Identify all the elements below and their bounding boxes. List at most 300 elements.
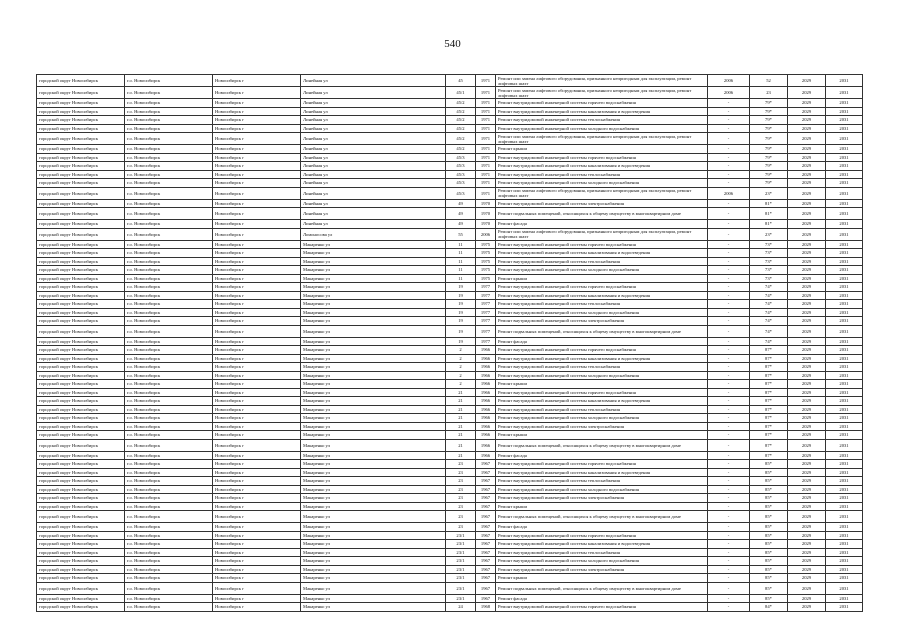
table-cell-house: 21 [446,422,476,431]
table-cell-street: Макаренко ул [301,511,446,523]
table-cell-y: 73* [750,266,788,275]
table-cell-settlement: г.о. Новосибирск [125,460,213,469]
table-cell-street: Линейная ул [301,179,446,188]
table-row [37,485,863,494]
table-cell-city: Новосибирск г [213,574,301,583]
table-cell-year: 1977 [476,325,496,337]
table-row [37,582,863,594]
table-cell-x: - [708,422,750,431]
table-cell-y: 85* [750,460,788,469]
table-cell-x: 2006 [708,187,750,199]
table-cell-settlement: г.о. Новосибирск [125,371,213,380]
table-cell-z: 2029 [788,187,826,199]
table-cell-x: - [708,199,750,208]
table-cell-z: 2029 [788,397,826,406]
table-cell-y: 74* [750,300,788,309]
table-cell-x: - [708,548,750,557]
table-cell-x: - [708,354,750,363]
table-cell-z: 2029 [788,274,826,283]
table-cell-year: 1977 [476,317,496,326]
table-cell-city: Новосибирск г [213,228,301,240]
table-cell-z: 2029 [788,325,826,337]
table-cell-settlement: г.о. Новосибирск [125,249,213,258]
table-cell-w: 2031 [826,594,863,603]
table-cell-district: городской округ Новосибирск [37,451,125,460]
table-cell-work: Ремонт внутридомовой инженерной системы горячего водоснабжения [496,346,708,355]
table-cell-y: 79* [750,179,788,188]
table-cell-city: Новосибирск г [213,431,301,440]
table-cell-work: Ремонт внутридомовой инженерной системы теплоснабжения [496,170,708,179]
table-cell-city: Новосибирск г [213,187,301,199]
table-cell-district: городской округ Новосибирск [37,75,125,87]
table-cell-city: Новосибирск г [213,439,301,451]
table-cell-district: городской округ Новосибирск [37,257,125,266]
table-cell-district: городской округ Новосибирск [37,346,125,355]
table-cell-w: 2031 [826,511,863,523]
table-cell-z: 2029 [788,548,826,557]
table-cell-work: Ремонт внутридомовой инженерной системы электроснабжения [496,494,708,503]
table-cell-district: городской округ Новосибирск [37,405,125,414]
table-cell-work: Ремонт внутридомовой инженерной системы теплоснабжения [496,405,708,414]
table-cell-house: 23 [446,485,476,494]
table-cell-house: 11 [446,274,476,283]
table-cell-work: Ремонт внутридомовой инженерной системы холодного водоснабжения [496,266,708,275]
table-cell-street: Макаренко ул [301,371,446,380]
table-cell-house: 23 [446,494,476,503]
table-cell-year: 1971 [476,145,496,154]
table-cell-year: 1971 [476,107,496,116]
table-cell-y: 87* [750,363,788,372]
table-cell-work: Ремонт подвальных помещений, относящихся к общему имуществу в многоквартирном доме [496,582,708,594]
table-cell-work: Ремонт внутридомовой инженерной системы теплоснабжения [496,116,708,125]
table-cell-x: - [708,388,750,397]
table-cell-w: 2031 [826,523,863,532]
table-cell-settlement: г.о. Новосибирск [125,153,213,162]
table-cell-district: городской округ Новосибирск [37,371,125,380]
table-cell-settlement: г.о. Новосибирск [125,337,213,346]
table-cell-z: 2029 [788,557,826,566]
table-cell-year: 1971 [476,133,496,145]
table-cell-x: - [708,337,750,346]
table-cell-street: Линейная ул [301,99,446,108]
table-cell-z: 2029 [788,468,826,477]
table-cell-house: 23 [446,477,476,486]
table-cell-district: городской округ Новосибирск [37,220,125,229]
table-cell-district: городской округ Новосибирск [37,485,125,494]
table-cell-x: - [708,346,750,355]
table-cell-y: 23* [750,228,788,240]
table-cell-year: 1975 [476,249,496,258]
page-number: 540 [444,38,461,50]
table-cell-street: Макаренко ул [301,337,446,346]
table-cell-z: 2029 [788,431,826,440]
table-row [37,107,863,116]
table-cell-district: городской округ Новосибирск [37,99,125,108]
table-cell-year: 1966 [476,346,496,355]
table-row [37,468,863,477]
table-cell-settlement: г.о. Новосибирск [125,220,213,229]
table-cell-w: 2031 [826,291,863,300]
table-cell-work: Ремонт подвальных помещений, относящихся к общему имуществу в многоквартирном доме [496,208,708,220]
table-cell-settlement: г.о. Новосибирск [125,582,213,594]
table-cell-district: городской округ Новосибирск [37,274,125,283]
table-cell-city: Новосибирск г [213,99,301,108]
table-cell-y: 73* [750,249,788,258]
table-cell-work: Ремонт внутридомовой инженерной системы канализования и водоотведения [496,162,708,171]
table-cell-district: городской округ Новосибирск [37,291,125,300]
table-cell-house: 23 [446,460,476,469]
table-cell-w: 2031 [826,228,863,240]
table-cell-city: Новосибирск г [213,240,301,249]
table-cell-year: 1971 [476,153,496,162]
table-cell-y: 87* [750,414,788,423]
table-cell-w: 2031 [826,283,863,292]
table-cell-district: городской округ Новосибирск [37,199,125,208]
table-cell-z: 2029 [788,249,826,258]
table-cell-house: 19 [446,283,476,292]
table-cell-w: 2031 [826,187,863,199]
table-row [37,557,863,566]
table-cell-city: Новосибирск г [213,162,301,171]
table-cell-x: - [708,266,750,275]
table-cell-city: Новосибирск г [213,107,301,116]
table-cell-city: Новосибирск г [213,300,301,309]
table-cell-x: - [708,439,750,451]
table-row [37,199,863,208]
table-cell-district: городской округ Новосибирск [37,249,125,258]
table-cell-street: Макаренко ул [301,540,446,549]
table-cell-house: 21 [446,451,476,460]
table-cell-settlement: г.о. Новосибирск [125,548,213,557]
table-cell-year: 1967 [476,594,496,603]
table-cell-house: 19 [446,291,476,300]
table-cell-district: городской округ Новосибирск [37,107,125,116]
table-row [37,565,863,574]
table-cell-city: Новосибирск г [213,170,301,179]
table-row [37,99,863,108]
table-cell-y: 79* [750,133,788,145]
table-cell-x: - [708,283,750,292]
table-cell-w: 2031 [826,354,863,363]
table-cell-y: 87* [750,405,788,414]
table-row [37,325,863,337]
table-row [37,170,863,179]
table-cell-street: Макаренко ул [301,308,446,317]
table-cell-district: городской округ Новосибирск [37,460,125,469]
table-cell-street: Макаренко ул [301,257,446,266]
table-cell-settlement: г.о. Новосибирск [125,283,213,292]
table-cell-w: 2031 [826,431,863,440]
table-cell-x: - [708,257,750,266]
table-cell-w: 2031 [826,162,863,171]
table-cell-settlement: г.о. Новосибирск [125,274,213,283]
table-row [37,179,863,188]
table-cell-city: Новосибирск г [213,87,301,99]
table-row [37,363,863,372]
table-cell-city: Новосибирск г [213,325,301,337]
table-cell-house: 45/3 [446,162,476,171]
table-cell-z: 2029 [788,153,826,162]
table-cell-year: 1971 [476,99,496,108]
table-cell-district: городской округ Новосибирск [37,363,125,372]
table-cell-z: 2029 [788,502,826,511]
table-cell-w: 2031 [826,300,863,309]
table-cell-x: - [708,170,750,179]
table-cell-work: Ремонт или замена лифтового оборудования, признанного непригодным для эксплуатации, ремонт лифтовых шахт [496,87,708,99]
table-cell-work: Ремонт внутридомовой инженерной системы теплоснабжения [496,257,708,266]
table-row [37,162,863,171]
table-cell-street: Макаренко ул [301,380,446,389]
table-cell-y: 85* [750,531,788,540]
table-cell-x: - [708,145,750,154]
table-row [37,208,863,220]
table-cell-work: Ремонт внутридомовой инженерной системы теплоснабжения [496,548,708,557]
table-cell-work: Ремонт внутридомовой инженерной системы холодного водоснабжения [496,124,708,133]
table-cell-work: Ремонт или замена лифтового оборудования, признанного непригодным для эксплуатации, ремонт лифтовых шахт [496,187,708,199]
table-cell-work: Ремонт внутридомовой инженерной системы канализования и водоотведения [496,107,708,116]
table-cell-w: 2031 [826,548,863,557]
table-cell-city: Новосибирск г [213,414,301,423]
table-cell-year: 1968 [476,603,496,612]
table-cell-house: 49 [446,220,476,229]
table-cell-z: 2029 [788,162,826,171]
table-cell-w: 2031 [826,531,863,540]
table-cell-work: Ремонт внутридомовой инженерной системы холодного водоснабжения [496,308,708,317]
table-cell-w: 2031 [826,274,863,283]
table-cell-house: 23 [446,502,476,511]
table-cell-street: Линейная ул [301,75,446,87]
table-cell-x: - [708,133,750,145]
table-cell-street: Макаренко ул [301,397,446,406]
table-cell-year: 1966 [476,388,496,397]
table-cell-house: 45/1 [446,87,476,99]
table-cell-w: 2031 [826,574,863,583]
table-cell-y: 73* [750,257,788,266]
table-cell-city: Новосибирск г [213,494,301,503]
table-row [37,380,863,389]
table-cell-house: 21 [446,405,476,414]
table-cell-w: 2031 [826,388,863,397]
table-cell-work: Ремонт внутридомовой инженерной системы канализования и водоотведения [496,540,708,549]
table-cell-z: 2029 [788,531,826,540]
table-cell-district: городской округ Новосибирск [37,145,125,154]
table-cell-year: 1971 [476,75,496,87]
table-cell-year: 1977 [476,291,496,300]
table-cell-w: 2031 [826,422,863,431]
table-cell-y: 85* [750,502,788,511]
table-cell-settlement: г.о. Новосибирск [125,451,213,460]
table-cell-work: Ремонт внутридомовой инженерной системы канализования и водоотведения [496,397,708,406]
table-cell-year: 1975 [476,257,496,266]
table-cell-year: 1967 [476,477,496,486]
table-cell-year: 1966 [476,363,496,372]
table-row [37,300,863,309]
table-cell-settlement: г.о. Новосибирск [125,170,213,179]
table-cell-year: 2006 [476,228,496,240]
table-cell-house: 45/2 [446,107,476,116]
table-cell-settlement: г.о. Новосибирск [125,354,213,363]
table-cell-settlement: г.о. Новосибирск [125,317,213,326]
table-cell-year: 1970 [476,220,496,229]
table-cell-city: Новосибирск г [213,363,301,372]
table-cell-z: 2029 [788,179,826,188]
table-cell-settlement: г.о. Новосибирск [125,308,213,317]
table-cell-work: Ремонт внутридомовой инженерной системы горячего водоснабжения [496,388,708,397]
table-cell-work: Ремонт или замена лифтового оборудования, признанного непригодным для эксплуатации, ремонт лифтовых шахт [496,75,708,87]
table-cell-z: 2029 [788,594,826,603]
table-cell-settlement: г.о. Новосибирск [125,494,213,503]
table-cell-street: Макаренко ул [301,557,446,566]
table-cell-street: Макаренко ул [301,494,446,503]
table-cell-street: Макаренко ул [301,325,446,337]
table-cell-house: 45/2 [446,133,476,145]
table-row [37,257,863,266]
table-cell-district: городской округ Новосибирск [37,603,125,612]
table-cell-district: городской округ Новосибирск [37,422,125,431]
table-cell-district: городской округ Новосибирск [37,414,125,423]
table-cell-street: Макаренко ул [301,388,446,397]
table-cell-district: городской округ Новосибирск [37,317,125,326]
table-cell-street: Макаренко ул [301,594,446,603]
table-cell-house: 24 [446,603,476,612]
table-cell-street: Макаренко ул [301,439,446,451]
table-row [37,594,863,603]
table-cell-z: 2029 [788,346,826,355]
table-cell-street: Макаренко ул [301,240,446,249]
table-cell-district: городской округ Новосибирск [37,354,125,363]
table-cell-w: 2031 [826,582,863,594]
table-cell-work: Ремонт фасада [496,337,708,346]
table-row [37,116,863,125]
table-row [37,439,863,451]
table-cell-city: Новосибирск г [213,153,301,162]
table-cell-street: Макаренко ул [301,405,446,414]
table-cell-district: городской округ Новосибирск [37,439,125,451]
table-cell-street: Макаренко ул [301,531,446,540]
table-cell-w: 2031 [826,468,863,477]
table-cell-city: Новосибирск г [213,405,301,414]
table-cell-work: Ремонт фасада [496,220,708,229]
table-cell-y: 74* [750,308,788,317]
table-cell-y: 74* [750,317,788,326]
table-cell-work: Ремонт внутридомовой инженерной системы канализования и водоотведения [496,291,708,300]
table-cell-house: 23/1 [446,557,476,566]
table-cell-street: Линейная ул [301,124,446,133]
table-cell-y: 87* [750,346,788,355]
table-cell-district: городской округ Новосибирск [37,337,125,346]
table-cell-w: 2031 [826,397,863,406]
table-cell-w: 2031 [826,170,863,179]
table-cell-house: 45/3 [446,153,476,162]
table-cell-x: - [708,468,750,477]
table-cell-year: 1966 [476,414,496,423]
table-cell-year: 1971 [476,124,496,133]
table-cell-street: Линейная ул [301,187,446,199]
table-cell-settlement: г.о. Новосибирск [125,179,213,188]
table-cell-y: 85* [750,477,788,486]
table-cell-z: 2029 [788,75,826,87]
table-cell-city: Новосибирск г [213,548,301,557]
table-cell-x: - [708,162,750,171]
table-cell-y: 79* [750,170,788,179]
table-cell-y: 74* [750,337,788,346]
table-cell-work: Ремонт внутридомовой инженерной системы канализования и водоотведения [496,354,708,363]
table-cell-z: 2029 [788,300,826,309]
table-row [37,494,863,503]
table-cell-y: 81* [750,208,788,220]
table-cell-house: 45 [446,75,476,87]
table-cell-district: городской округ Новосибирск [37,565,125,574]
table-cell-settlement: г.о. Новосибирск [125,363,213,372]
table-cell-z: 2029 [788,170,826,179]
table-cell-w: 2031 [826,346,863,355]
table-cell-house: 45/2 [446,116,476,125]
table-cell-year: 1967 [476,565,496,574]
table-cell-district: городской округ Новосибирск [37,170,125,179]
table-cell-city: Новосибирск г [213,557,301,566]
table-cell-z: 2029 [788,422,826,431]
table-cell-city: Новосибирск г [213,116,301,125]
table-cell-w: 2031 [826,99,863,108]
table-cell-settlement: г.о. Новосибирск [125,107,213,116]
table-cell-city: Новосибирск г [213,274,301,283]
table-cell-house: 23 [446,468,476,477]
table-row [37,317,863,326]
table-cell-house: 23 [446,523,476,532]
table-cell-x: - [708,460,750,469]
table-cell-work: Ремонт внутридомовой инженерной системы горячего водоснабжения [496,531,708,540]
table-cell-y: 87* [750,354,788,363]
table-cell-street: Макаренко ул [301,451,446,460]
table-cell-work: Ремонт фасада [496,523,708,532]
table-cell-house: 49 [446,199,476,208]
table-row [37,540,863,549]
table-row [37,414,863,423]
table-cell-x: - [708,291,750,300]
table-row [37,346,863,355]
table-cell-work: Ремонт внутридомовой инженерной системы горячего водоснабжения [496,603,708,612]
table-cell-work: Ремонт внутридомовой инженерной системы горячего водоснабжения [496,460,708,469]
table-cell-settlement: г.о. Новосибирск [125,397,213,406]
table-cell-district: городской округ Новосибирск [37,502,125,511]
table-cell-y: 84* [750,603,788,612]
table-cell-street: Макаренко ул [301,291,446,300]
table-cell-house: 11 [446,240,476,249]
table-cell-work: Ремонт внутридомовой инженерной системы холодного водоснабжения [496,414,708,423]
capital-repair-table [36,74,863,612]
table-cell-city: Новосибирск г [213,380,301,389]
table-cell-w: 2031 [826,439,863,451]
table-cell-settlement: г.о. Новосибирск [125,502,213,511]
table-row [37,124,863,133]
table-cell-z: 2029 [788,291,826,300]
table-cell-city: Новосибирск г [213,511,301,523]
table-cell-street: Макаренко ул [301,574,446,583]
table-cell-district: городской округ Новосибирск [37,531,125,540]
table-cell-work: Ремонт внутридомовой инженерной системы электроснабжения [496,317,708,326]
table-cell-w: 2031 [826,363,863,372]
table-cell-w: 2031 [826,87,863,99]
table-cell-street: Макаренко ул [301,249,446,258]
table-cell-settlement: г.о. Новосибирск [125,124,213,133]
table-cell-x: - [708,179,750,188]
table-cell-city: Новосибирск г [213,199,301,208]
table-cell-house: 23/1 [446,582,476,594]
table-cell-work: Ремонт внутридомовой инженерной системы электроснабжения [496,422,708,431]
table-row [37,397,863,406]
table-cell-district: городской округ Новосибирск [37,116,125,125]
table-cell-w: 2031 [826,317,863,326]
